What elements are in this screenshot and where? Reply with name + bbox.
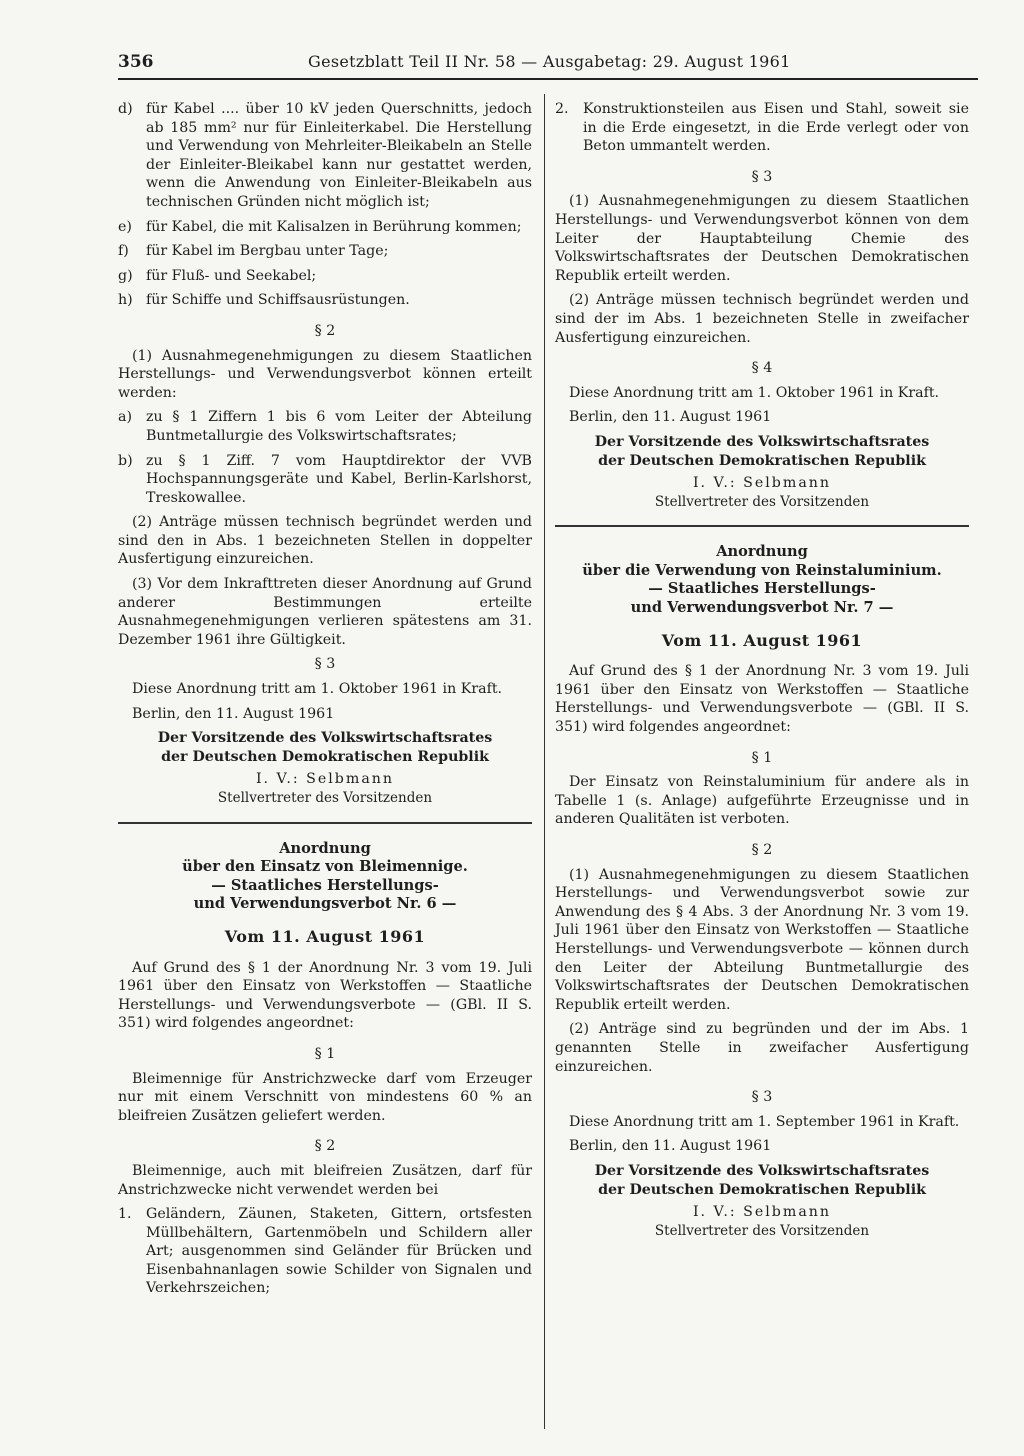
section-rule <box>555 525 969 527</box>
list-item <box>118 100 532 212</box>
list-marker: h) <box>118 292 133 309</box>
list-item <box>118 291 532 310</box>
signature-org: der Deutschen Demokratischen Republik <box>598 1181 926 1198</box>
signature-name: I. V.: Selbmann <box>255 771 395 788</box>
paragraph: Auf Grund des § 1 der Anordnung Nr. 3 vom 19. Juli 1961 über den Einsatz von Werkstoffen — Staatliche Herstellungs- und Verwendungsverbote — (GBl. II S. 351) wird folgendes angeordnet: <box>555 663 969 736</box>
list-text: für Schiffe und Schiffsausrüstungen. <box>146 292 410 309</box>
list-text: für Kabel .... über 10 kV jeden Querschnitts, jedoch ab 185 mm² nur für Einleiterkabel. Die Herstellung und Verwendung von Mehrleiter-Bleikabeln an Stelle der Einleiter-Bleikabel kann nur gestattet werden, wenn die Anwendung von Einleiter-Bleikabeln aus technischen Gründen nicht möglich ist; <box>146 101 532 210</box>
list-marker: g) <box>118 267 133 284</box>
running-title: Gesetzblatt Teil II Nr. 58 — Ausgabetag: 29. August 1961 <box>308 52 791 71</box>
column-divider <box>544 94 545 1429</box>
ordinance-date: Vom 11. August 1961 <box>224 926 426 946</box>
ordinance-heading: — Staatliches Herstellungs- <box>211 876 439 894</box>
paragraph: (2) Anträge sind zu begründen und der im Abs. 1 genannten Stelle in zweifacher Ausfertigung einzureichen. <box>555 1021 969 1075</box>
paragraph: (1) Ausnahmegenehmigungen zu diesem Staatlichen Herstellungs- und Verwendungsverbot können von dem Leiter der Hauptabteilung Chemie des Volkswirtschaftsrates der Deutschen Demokratischen Republik erteilt werden. <box>555 193 969 284</box>
list-item <box>555 100 969 156</box>
paragraph: (1) Ausnahmegenehmigungen zu diesem Staatlichen Herstellungs- und Verwendungsverbot können erteilt werden: <box>118 347 532 401</box>
paragraph: Diese Anordnung tritt am 1. Oktober 1961 in Kraft. <box>569 384 940 401</box>
list-item <box>118 242 532 261</box>
section-heading: § 1 <box>314 1045 336 1062</box>
section-heading: § 2 <box>751 842 773 858</box>
list-marker: d) <box>118 101 133 117</box>
section-heading: § 3 <box>314 656 336 673</box>
place-date: Berlin, den 11. August 1961 <box>569 409 772 426</box>
paragraph: (2) Anträge müssen technisch begründet werden und sind der im Abs. 1 bezeichneten Stelle in zweifacher Ausfertigung einzureichen. <box>555 292 969 346</box>
section-rule <box>118 822 532 824</box>
list-text: Konstruktionsteilen aus Eisen und Stahl, soweit sie in die Erde eingesetzt, in die Erde verlegt oder von Beton ummantelt werden. <box>583 101 969 155</box>
paragraph: Der Einsatz von Reinstaluminium für andere als in Tabelle 1 (s. Anlage) aufgeführte Erzeugnisse und in anderen Qualitäten ist verboten. <box>555 774 969 828</box>
list-item <box>118 452 532 508</box>
list-marker: f) <box>118 243 129 260</box>
signature-role: Stellvertreter des Vorsitzenden <box>654 1222 870 1239</box>
signature-org: Der Vorsitzende des Volkswirtschaftsrates <box>594 1162 930 1179</box>
signature-name: I. V.: Selbmann <box>692 1204 832 1221</box>
ordinance-heading: — Staatliches Herstellungs- <box>648 580 876 598</box>
paragraph: (1) Ausnahmegenehmigungen zu diesem Staatlichen Herstellungs- und Verwendungsverbot sowie zur Anwendung des § 4 Abs. 3 der Anordnung Nr. 3 vom 19. Juli 1961 über den Einsatz von Werkstoffen — Staatliche Herstellungs- und Verwendungsverbote — können durch den Leiter der Abteilung Buntmetallurgie des Volkswirtschaftsrates der Deutschen Demokratischen Republik erteilt werden. <box>555 866 969 1013</box>
section-heading: § 3 <box>751 1089 773 1106</box>
paragraph: Bleimennige, auch mit bleifreien Zusätzen, darf für Anstrichzwecke nicht verwendet werden bei <box>118 1162 532 1198</box>
list-marker: 2. <box>555 101 569 117</box>
paragraph: (2) Anträge müssen technisch begründet werden und sind den in Abs. 1 bezeichneten Stellen in doppelter Ausfertigung einzureichen. <box>118 514 532 568</box>
right-column <box>555 100 969 1250</box>
signature-name: I. V.: Selbmann <box>692 475 832 492</box>
list-text: für Kabel im Bergbau unter Tage; <box>146 243 389 260</box>
list-marker: 1. <box>118 1206 132 1223</box>
list-text: zu § 1 Ziffern 1 bis 6 vom Leiter der Abteilung Buntmetallurgie des Volkswirtschaftsrates; <box>146 409 532 444</box>
header-rule <box>118 78 978 80</box>
list-marker: a) <box>118 409 132 426</box>
list-item <box>118 408 532 445</box>
signature-role: Stellvertreter des Vorsitzenden <box>654 493 870 510</box>
left-column <box>118 100 532 1304</box>
signature-org: Der Vorsitzende des Volkswirtschaftsrates <box>594 433 930 450</box>
paragraph: Auf Grund des § 1 der Anordnung Nr. 3 vom 19. Juli 1961 über den Einsatz von Werkstoffen — Staatliche Herstellungs- und Verwendungsverbote — (GBl. II S. 351) wird folgendes angeordnet: <box>118 959 532 1032</box>
list-marker: e) <box>118 218 132 235</box>
ordinance-heading: Anordnung <box>716 543 808 561</box>
list-item <box>118 267 532 286</box>
list-text: für Fluß- und Seekabel; <box>146 267 317 284</box>
paragraph: Diese Anordnung tritt am 1. September 1961 in Kraft. <box>569 1113 960 1130</box>
list-item <box>118 218 532 237</box>
section-heading: § 2 <box>314 322 336 339</box>
list-text: für Kabel, die mit Kalisalzen in Berührung kommen; <box>146 218 522 235</box>
paragraph: Bleimennige für Anstrichzwecke darf vom Erzeuger nur mit einem Verschnitt von mindestens 60 % an bleifreien Zusätzen geliefert werden. <box>118 1070 532 1124</box>
signature-role: Stellvertreter des Vorsitzenden <box>217 790 433 806</box>
list-text: Geländern, Zäunen, Staketen, Gittern, ortsfesten Müllbehältern, Gartenmöbeln und Schildern aller Art; ausgenommen sind Geländer für Brücken und Eisenbahnanlagen sowie Schilder von Signalen und Verkehrszeichen; <box>146 1206 532 1297</box>
paragraph: Diese Anordnung tritt am 1. Oktober 1961 in Kraft. <box>132 681 503 698</box>
section-heading: § 1 <box>751 749 773 766</box>
list-text: zu § 1 Ziff. 7 vom Hauptdirektor der VVB Hochspannungsgeräte und Kabel, Berlin-Karlshorst, Treskowallee. <box>146 452 532 506</box>
ordinance-heading: Anordnung <box>279 839 371 857</box>
paragraph: (3) Vor dem Inkrafttreten dieser Anordnung auf Grund anderer Bestimmungen erteilte Ausnahmegenehmigungen verlieren spätestens am 31. Dezember 1961 ihre Gültigkeit. <box>118 576 532 648</box>
page-header <box>118 52 978 78</box>
ordinance-heading: über die Verwendung von Reinstaluminium. <box>582 561 942 579</box>
ordinance-heading: und Verwendungsverbot Nr. 6 — <box>193 895 457 913</box>
ordinance-heading: über den Einsatz von Bleimennige. <box>182 858 468 876</box>
section-heading: § 4 <box>751 360 773 377</box>
signature-org: der Deutschen Demokratischen Republik <box>161 748 489 765</box>
ordinance-heading: und Verwendungsverbot Nr. 7 — <box>630 599 894 617</box>
place-date: Berlin, den 11. August 1961 <box>132 705 335 722</box>
ordinance-date: Vom 11. August 1961 <box>661 630 863 650</box>
section-heading: § 2 <box>314 1138 336 1155</box>
signature-org: Der Vorsitzende des Volkswirtschaftsrates <box>157 730 493 747</box>
list-marker: b) <box>118 452 133 469</box>
place-date: Berlin, den 11. August 1961 <box>569 1138 772 1155</box>
list-item <box>118 1205 532 1298</box>
section-heading: § 3 <box>751 168 773 185</box>
signature-org: der Deutschen Demokratischen Republik <box>598 452 926 469</box>
page-number: 356 <box>118 52 154 72</box>
